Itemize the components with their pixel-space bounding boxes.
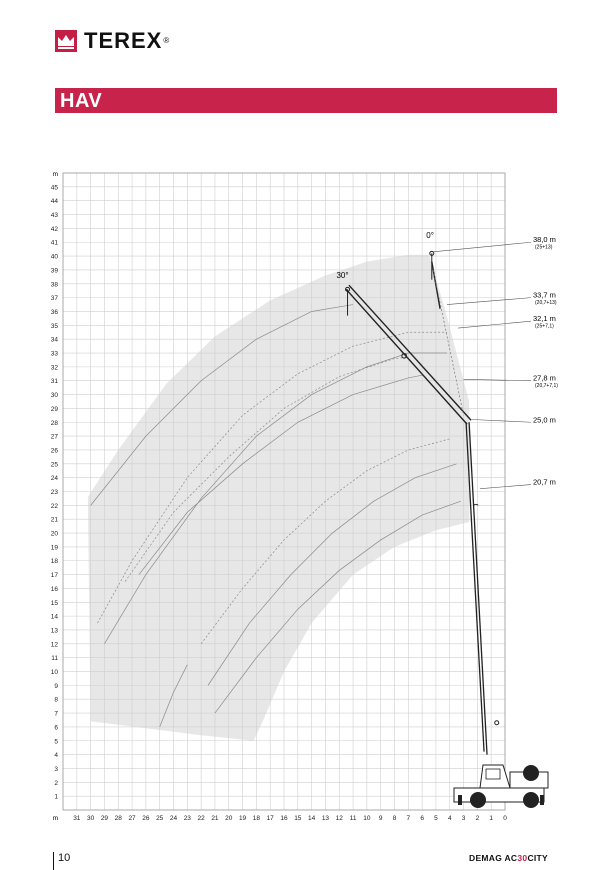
y-tick-label: 19 [50, 544, 58, 552]
y-tick-label: 24 [50, 475, 58, 483]
y-tick-label: 10 [50, 669, 58, 677]
callout-leader [432, 242, 531, 252]
y-tick-label: 25 [50, 461, 58, 469]
y-tick-label: 38 [50, 281, 58, 289]
x-tick-label: 14 [308, 815, 316, 822]
callout-leader [472, 419, 531, 422]
x-tick-label: 28 [114, 815, 122, 822]
x-tick-label: 29 [100, 815, 109, 822]
y-tick-label: 26 [50, 447, 58, 455]
y-tick-label: 31 [50, 378, 58, 386]
callout-leader [480, 485, 531, 489]
x-tick-label: 6 [420, 815, 424, 822]
y-tick-label: 3 [54, 765, 58, 773]
x-tick-label: 23 [183, 815, 191, 822]
y-tick-label: 1 [54, 793, 58, 801]
x-tick-label: 25 [156, 815, 164, 822]
y-tick-label: 18 [50, 558, 58, 566]
y-tick-label: 11 [51, 655, 58, 663]
x-tick-label: 7 [406, 815, 411, 822]
y-tick-label: 17 [50, 572, 58, 580]
boom-length-label: 20,7 m [533, 477, 556, 487]
x-tick-label: 22 [197, 815, 205, 822]
wheel [470, 792, 486, 808]
product-brand: DEMAG AC30CITY [469, 853, 548, 863]
y-tick-label: 37 [50, 295, 58, 303]
crane-carrier [454, 765, 548, 808]
y-tick-label: 33 [50, 350, 58, 358]
main-boom-edge [466, 422, 484, 751]
x-tick-label: 8 [392, 815, 397, 822]
outrigger [540, 795, 544, 805]
y-tick-label: 22 [50, 502, 58, 510]
x-tick-label: 3 [461, 815, 466, 822]
x-tick-label: 19 [238, 815, 247, 822]
y-tick-label: 40 [50, 253, 58, 261]
y-tick-label: 7 [54, 710, 58, 718]
cab-window [486, 769, 500, 779]
y-tick-label: 44 [50, 198, 58, 206]
y-tick-label: 23 [50, 489, 58, 496]
y-tick-label: 20 [50, 530, 58, 538]
boom-config-label: (25+7,1) [535, 323, 554, 330]
boom-hinge [495, 721, 499, 725]
y-tick-label: 13 [50, 627, 58, 635]
y-tick-label: 30 [50, 392, 58, 400]
wheel [523, 765, 539, 781]
x-tick-label: 1 [489, 815, 493, 822]
angle-label-0: 0° [426, 231, 434, 241]
boom-config-label: (20,7+7,1) [535, 383, 558, 390]
x-tick-label: 30 [87, 815, 95, 822]
x-unit-label: m [52, 815, 58, 822]
y-tick-label: 16 [50, 585, 58, 593]
x-tick-label: 17 [266, 815, 274, 822]
y-tick-label: 42 [50, 225, 58, 233]
x-tick-label: 2 [475, 815, 480, 822]
x-tick-label: 5 [434, 815, 438, 822]
x-tick-label: 10 [363, 815, 371, 822]
x-tick-label: 24 [169, 815, 178, 822]
wheel [523, 792, 539, 808]
y-tick-label: 39 [50, 267, 58, 275]
brand-name: TEREX® [84, 28, 171, 53]
x-tick-label: 16 [280, 815, 288, 822]
x-tick-label: 21 [211, 815, 219, 822]
y-tick-label: 28 [50, 419, 58, 427]
y-tick-label: 45 [50, 184, 58, 192]
y-tick-label: 4 [54, 752, 58, 760]
y-tick-label: 15 [50, 599, 58, 607]
y-unit-label: m [52, 171, 58, 178]
boom-length-label: 38,0 m [533, 235, 556, 245]
x-tick-label: 26 [142, 815, 150, 822]
y-tick-label: 35 [50, 322, 58, 330]
x-tick-label: 11 [349, 815, 357, 822]
y-tick-label: 9 [54, 682, 58, 690]
footer-divider [53, 852, 54, 870]
boom-config-label: (20,7+13) [535, 300, 557, 307]
x-tick-label: 13 [321, 815, 330, 822]
y-tick-label: 27 [50, 433, 58, 441]
x-tick-label: 4 [447, 815, 452, 822]
boom-config-label: (25+13) [535, 244, 553, 251]
y-tick-label: 6 [54, 724, 58, 732]
x-tick-label: 12 [335, 815, 343, 822]
x-tick-label: 9 [378, 815, 383, 822]
x-tick-label: 18 [252, 815, 260, 822]
y-tick-label: 36 [50, 308, 58, 316]
boom-length-label: 32,1 m [533, 314, 556, 324]
y-tick-label: 5 [54, 738, 58, 746]
callout-leader [458, 321, 531, 328]
x-tick-label: 31 [73, 815, 81, 822]
y-tick-label: 14 [50, 613, 58, 621]
angle-label-30: 30° [336, 271, 349, 281]
y-tick-label: 32 [50, 364, 58, 372]
section-title: HAV [60, 90, 103, 112]
outrigger [458, 795, 462, 805]
y-tick-label: 21 [50, 516, 58, 524]
x-tick-label: 20 [225, 815, 233, 822]
boom-length-label: 25,0 m [533, 415, 556, 425]
page-number: 10 [58, 852, 71, 864]
y-tick-label: 34 [50, 336, 58, 344]
y-tick-label: 12 [50, 641, 58, 649]
boom-length-label: 27,8 m [533, 373, 556, 383]
y-tick-label: 2 [54, 779, 58, 787]
boom-length-label: 33,7 m [533, 290, 556, 300]
y-tick-label: 8 [54, 696, 58, 704]
x-tick-label: 0 [503, 815, 507, 822]
y-tick-label: 29 [50, 405, 58, 413]
x-tick-label: 27 [128, 815, 136, 822]
x-tick-label: 15 [294, 815, 302, 822]
y-tick-label: 43 [50, 212, 58, 220]
y-tick-label: 41 [50, 239, 58, 247]
callout-leader [447, 298, 531, 305]
